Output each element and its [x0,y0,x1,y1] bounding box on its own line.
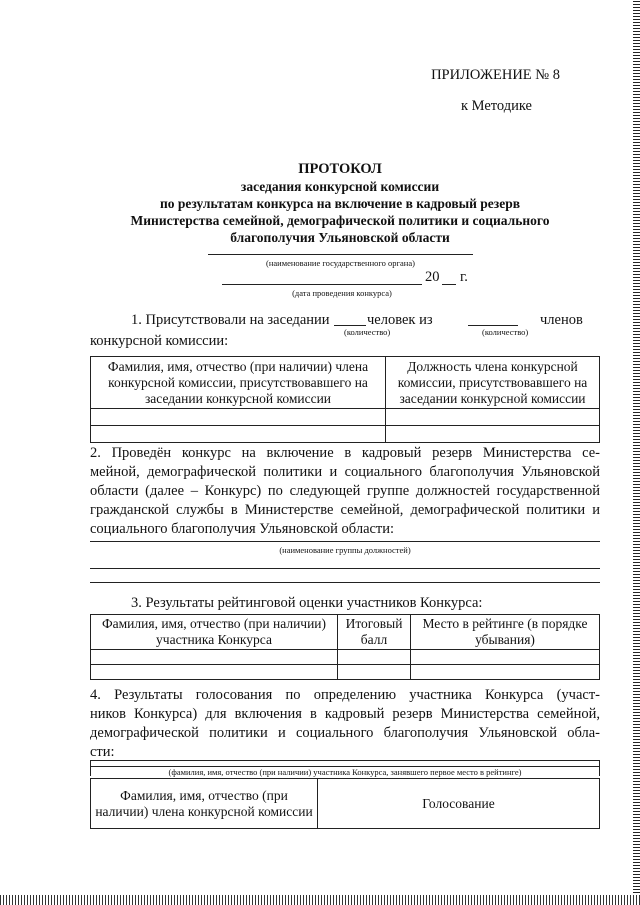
section2-line-5: социального благополучия Ульяновской области: [90,521,395,537]
section1-text-b: человек из [367,312,433,328]
organization-caption: (наименование государственного органа) [266,258,415,268]
section4-line-2: ников Конкурса) для включения в кадровый резерв Министерства семейной, [90,706,600,722]
section2-line-3: области (далее – Конкурс) по следующей группе должностей государственной [90,483,600,499]
voting-table [90,778,600,829]
title-line-4: благополучия Ульяновской области [230,230,450,245]
date-field[interactable] [222,284,422,285]
total-count-caption: (количество) [482,327,529,337]
table-header: Фамилия, имя, отчество (при наличии) участника Конкурса [91,615,338,650]
table-header: Голосование [318,779,600,829]
document-title: ПРОТОКОЛ [298,161,382,177]
title-line-2: по результатам конкурса на включение в кадровый резерв [159,196,521,211]
section2-line-1: 2. Проведён конкурс на включение в кадровый резерв Министерства се- [90,445,600,461]
section4-line-3: демографической политики и социального благополучия Ульяновской обла- [90,725,600,741]
appendix-number: ПРИЛОЖЕНИЕ № 8 [431,67,560,83]
table-header: Итоговый балл [338,615,411,650]
section1-text-d: конкурсной комиссии: [90,333,229,349]
position-group-line-2[interactable] [90,568,600,569]
appendix-reference: к Методике [460,98,532,114]
commission-members-table [90,356,600,443]
position-group-field[interactable] [90,541,600,542]
section2-line-2: мейной, демографической политики и социального благополучия Ульяновской [90,464,600,480]
table-row [91,426,600,443]
date-caption: (дата проведения конкурса) [292,288,392,298]
organization-field[interactable] [208,254,473,255]
section1-text-a: 1. Присутствовали на заседании [131,312,330,328]
rating-results-table [90,614,600,680]
year-field[interactable] [442,284,456,285]
position-group-caption: (наименование группы должностей) [279,545,411,555]
section1-text-c: членов [540,312,583,328]
title-line-3: Министерства семейной, демографической политики и социального [130,213,550,228]
candidate-name-caption: (фамилия, имя, отчество (при наличии) участника Конкурса, занявшего первое место в рейтинге) [90,766,600,777]
table-row [91,665,600,680]
table-header: Фамилия, имя, отчество (при наличии) члена конкурсной комиссии [91,779,318,829]
table-header: Фамилия, имя, отчество (при наличии) члена конкурсной комиссии, присутствовавшего на заседании конкурсной комиссии [91,357,386,409]
position-group-line-3[interactable] [90,582,600,583]
table-header: Должность члена конкурсной комиссии, присутствовавшего на заседании конкурсной комиссии [386,357,600,409]
scan-edge-bottom [0,895,640,905]
section2-line-4: гражданской службы в Министерстве семейной, демографической политики и [90,502,600,518]
year-suffix: г. [460,269,468,285]
table-row [91,650,600,665]
total-count-field[interactable] [468,325,518,326]
section3-text: 3. Результаты рейтинговой оценки участников Конкурса: [131,595,483,611]
title-line-1: заседания конкурсной комиссии [240,179,440,194]
section4-line-1: 4. Результаты голосования по определению участника Конкурса (участ- [90,687,600,703]
table-header: Место в рейтинге (в порядке убывания) [411,615,600,650]
present-count-field[interactable] [334,325,366,326]
year-prefix: 20 [425,269,440,285]
scan-edge-right [633,0,640,905]
table-row [91,409,600,426]
section4-line-4: сти: [90,744,115,760]
present-count-caption: (количество) [344,327,391,337]
